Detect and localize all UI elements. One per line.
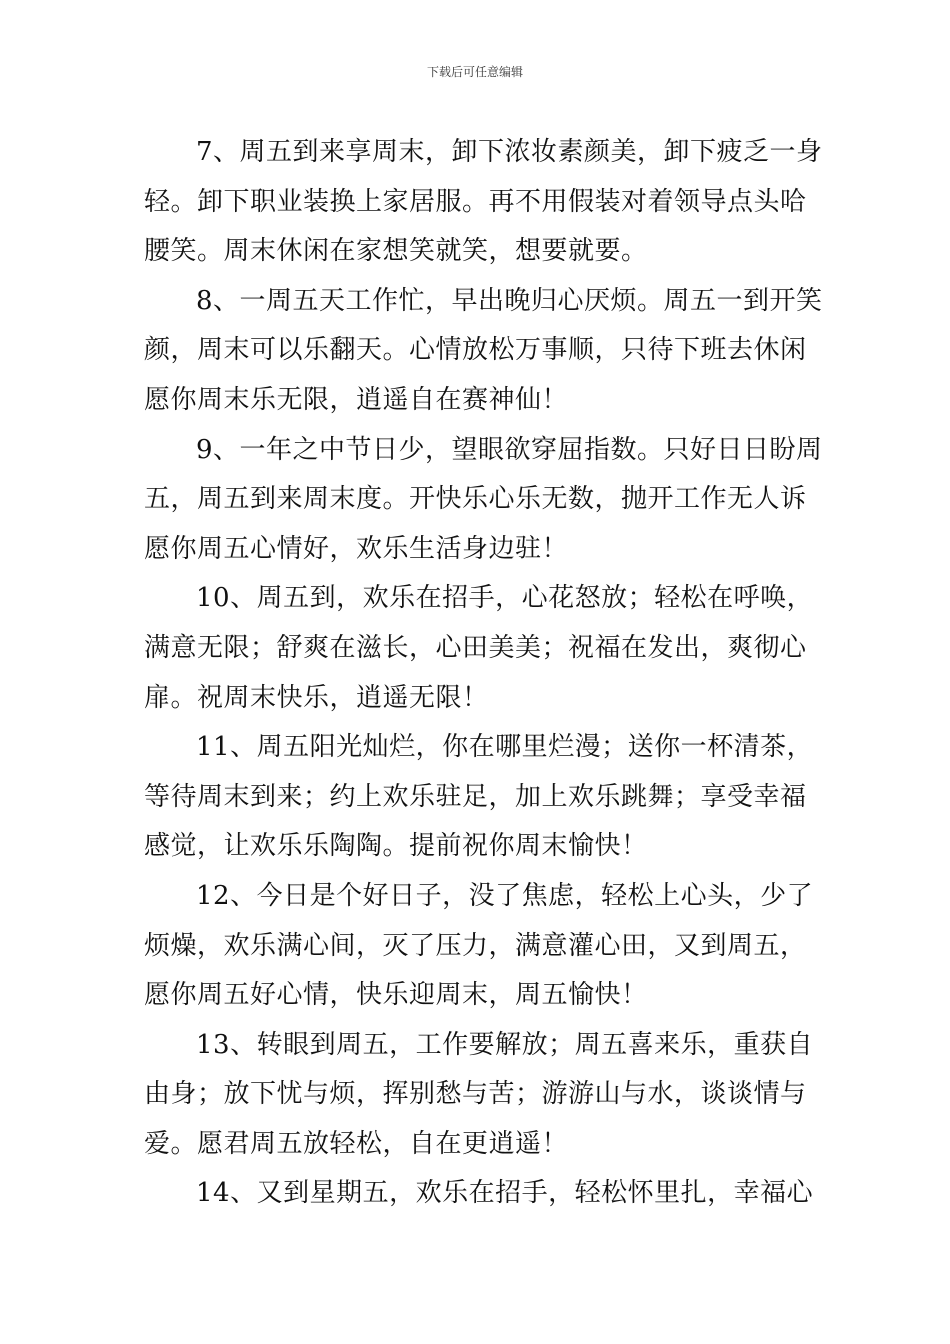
paragraph-line: 11、周五阳光灿烂，你在哪里烂漫；送你一杯清茶， <box>196 732 814 763</box>
paragraph-line: 14、又到星期五，欢乐在招手，轻松怀里扎，幸福心 <box>196 1178 814 1209</box>
paragraph-13 <box>144 1021 814 1170</box>
paragraph-line: 8、一周五天工作忙，早出晚归心厌烦。周五一到开笑 <box>196 285 823 316</box>
paragraph-line: 爱。愿君周五放轻松，自在更逍遥！ <box>144 1128 569 1159</box>
paragraph-line: 轻。卸下职业装换上家居服。再不用假装对着领导点头哈 <box>144 186 807 217</box>
paragraph-12 <box>144 872 814 1021</box>
paragraph-line: 腰笑。周末休闲在家想笑就笑，想要就要。 <box>144 236 648 267</box>
paragraph-8 <box>144 277 823 426</box>
paragraph-14 <box>144 1169 814 1219</box>
document-body <box>144 128 823 1219</box>
paragraph-line: 9、一年之中节日少，望眼欲穿屈指数。只好日日盼周 <box>196 434 823 465</box>
paragraph-line: 7、周五到来享周末，卸下浓妆素颜美，卸下疲乏一身 <box>196 137 823 167</box>
paragraph-line: 由身；放下忧与烦，挥别愁与苦；游游山与水，谈谈情与 <box>144 1079 807 1110</box>
paragraph-line: 13、转眼到周五，工作要解放；周五喜来乐，重获自 <box>196 1029 814 1060</box>
paragraph-7 <box>144 128 823 277</box>
paragraph-11 <box>144 723 814 872</box>
page-header: 下载后可任意编辑 <box>426 65 523 79</box>
paragraph-line: 10、周五到，欢乐在招手，心花怒放；轻松在呼唤， <box>196 583 814 614</box>
paragraph-line: 等待周末到来；约上欢乐驻足，加上欢乐跳舞；享受幸福 <box>144 781 807 812</box>
paragraph-10 <box>144 574 814 723</box>
paragraph-line: 烦燥，欢乐满心间，灭了压力，满意灌心田，又到周五， <box>144 930 807 961</box>
paragraph-line: 12、今日是个好日子，没了焦虑，轻松上心头，少了 <box>196 880 814 911</box>
paragraph-9 <box>144 426 823 575</box>
paragraph-line: 愿你周末乐无限，逍遥自在赛神仙！ <box>144 384 569 415</box>
paragraph-line: 愿你周五好心情，快乐迎周末，周五愉快！ <box>144 980 648 1011</box>
paragraph-line: 扉。祝周末快乐，逍遥无限！ <box>144 682 489 713</box>
paragraph-line: 五，周五到来周末度。开快乐心乐无数，抛开工作无人诉 <box>144 484 807 515</box>
paragraph-line: 感觉，让欢乐乐陶陶。提前祝你周末愉快！ <box>144 831 648 862</box>
paragraph-line: 满意无限；舒爽在滋长，心田美美；祝福在发出，爽彻心 <box>144 632 807 663</box>
paragraph-line: 愿你周五心情好，欢乐生活身边驻！ <box>144 533 569 564</box>
paragraph-line: 颜，周末可以乐翻天。心情放松万事顺，只待下班去休闲 <box>144 335 807 366</box>
